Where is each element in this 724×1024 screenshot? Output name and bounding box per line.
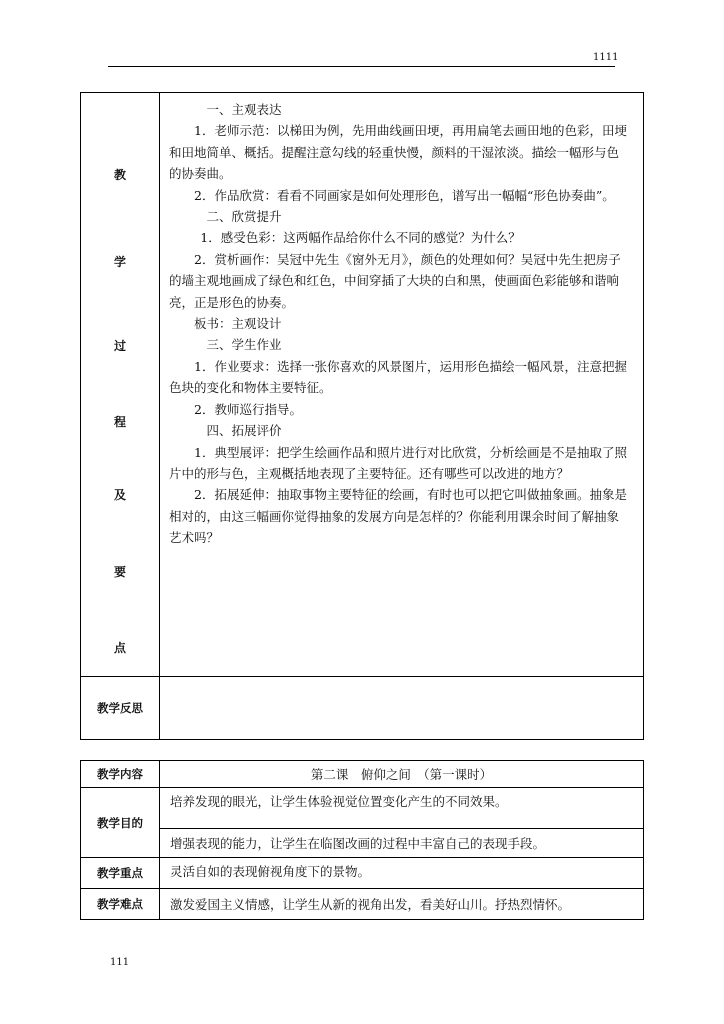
paragraph: 1．作业要求：选择一张你喜欢的风景图片，运用形色描绘一幅风景，注意把握色块的变化和物体主要特征。 — [169, 358, 627, 396]
key-point-label: 教学重点 — [81, 858, 160, 889]
vertical-label-char: 及 — [113, 488, 126, 502]
process-label-cell — [81, 93, 160, 677]
footer-page-number: 111 — [110, 957, 130, 968]
process-content-cell — [160, 93, 644, 677]
paragraph: 2．赏析画作：吴冠中先生《窗外无月》，颜色的处理如何？吴冠中先生把房子的墙主观地画成了绿色和红色，中间穿插了大块的白和黑，使画面色彩能够和谐响亮，正是形色的协奏。 — [169, 251, 621, 310]
vertical-label-char: 过 — [113, 339, 126, 353]
section-heading: 一、主观表达 — [206, 102, 282, 117]
process-row — [81, 93, 644, 677]
reflection-label: 教学反思 — [81, 677, 160, 740]
reflection-content — [160, 677, 644, 740]
header-rule — [108, 66, 615, 67]
paragraph: 2．拓展延伸：抽取事物主要特征的绘画，有时也可以把它叫做抽象画。抽象是相对的，由这三幅画你觉得抽象的发展方向是怎样的？你能利用课余时间了解抽象艺术吗？ — [169, 487, 627, 546]
difficulty-row — [81, 889, 644, 920]
vertical-label-char: 程 — [113, 415, 126, 429]
goal-row-2 — [81, 829, 644, 858]
header-page-number: 1111 — [593, 52, 619, 63]
vertical-label-char: 点 — [113, 641, 126, 655]
key-point-row — [81, 858, 644, 889]
vertical-label-char: 教 — [113, 168, 126, 182]
paragraph: 2．作品欣赏：看看不同画家是如何处理形色，谱写出一幅幅“形色协奏曲”。 — [194, 187, 615, 203]
paragraph: 1．老师示范：以梯田为例，先用曲线画田埂，再用扁笔去画田地的色彩，田埂和田地简单、概括。提醒注意勾线的轻重快慢，颜料的干湿浓淡。描绘一幅形与色的协奏曲。 — [169, 123, 627, 182]
lesson-info-table — [80, 760, 644, 920]
lesson-title: 第二课 俯仰之间 （第一课时） — [160, 761, 644, 788]
content-label: 教学内容 — [81, 761, 160, 788]
vertical-label — [81, 93, 159, 676]
section-heading: 四、拓展评价 — [206, 423, 282, 439]
difficulty-value: 激发爱国主义情感，让学生从新的视角出发，看美好山川。抒热烈情怀。 — [160, 889, 644, 920]
key-point-value: 灵活自如的表现俯视角度下的景物。 — [160, 858, 644, 889]
goal-item: 增强表现的能力，让学生在临图改画的过程中丰富自己的表现手段。 — [160, 829, 644, 858]
paragraph: 1．典型展评：把学生绘画作品和照片进行对比欣赏，分析绘画是不是抽取了照片中的形与色，主观概括地表现了主要特征。还有哪些可以改进的地方？ — [169, 444, 627, 481]
vertical-label-char: 要 — [113, 565, 126, 579]
board-note: 板书：主观设计 — [194, 316, 282, 332]
section-heading: 二、欣赏提升 — [206, 209, 282, 225]
paragraph: 1．感受色彩：这两幅作品给你什么不同的感觉？为什么？ — [200, 230, 521, 246]
content-row — [81, 761, 644, 788]
section-heading: 三、学生作业 — [206, 337, 282, 353]
reflection-row — [81, 677, 644, 740]
vertical-label-char: 学 — [113, 255, 126, 269]
goal-label: 教学目的 — [81, 788, 160, 858]
difficulty-label: 教学难点 — [81, 889, 160, 920]
paragraph: 2．教师巡行指导。 — [194, 401, 302, 417]
teaching-process-table — [80, 92, 644, 740]
goal-row — [81, 788, 644, 829]
goal-item: 培养发现的眼光，让学生体验视觉位置变化产生的不同效果。 — [160, 788, 644, 829]
